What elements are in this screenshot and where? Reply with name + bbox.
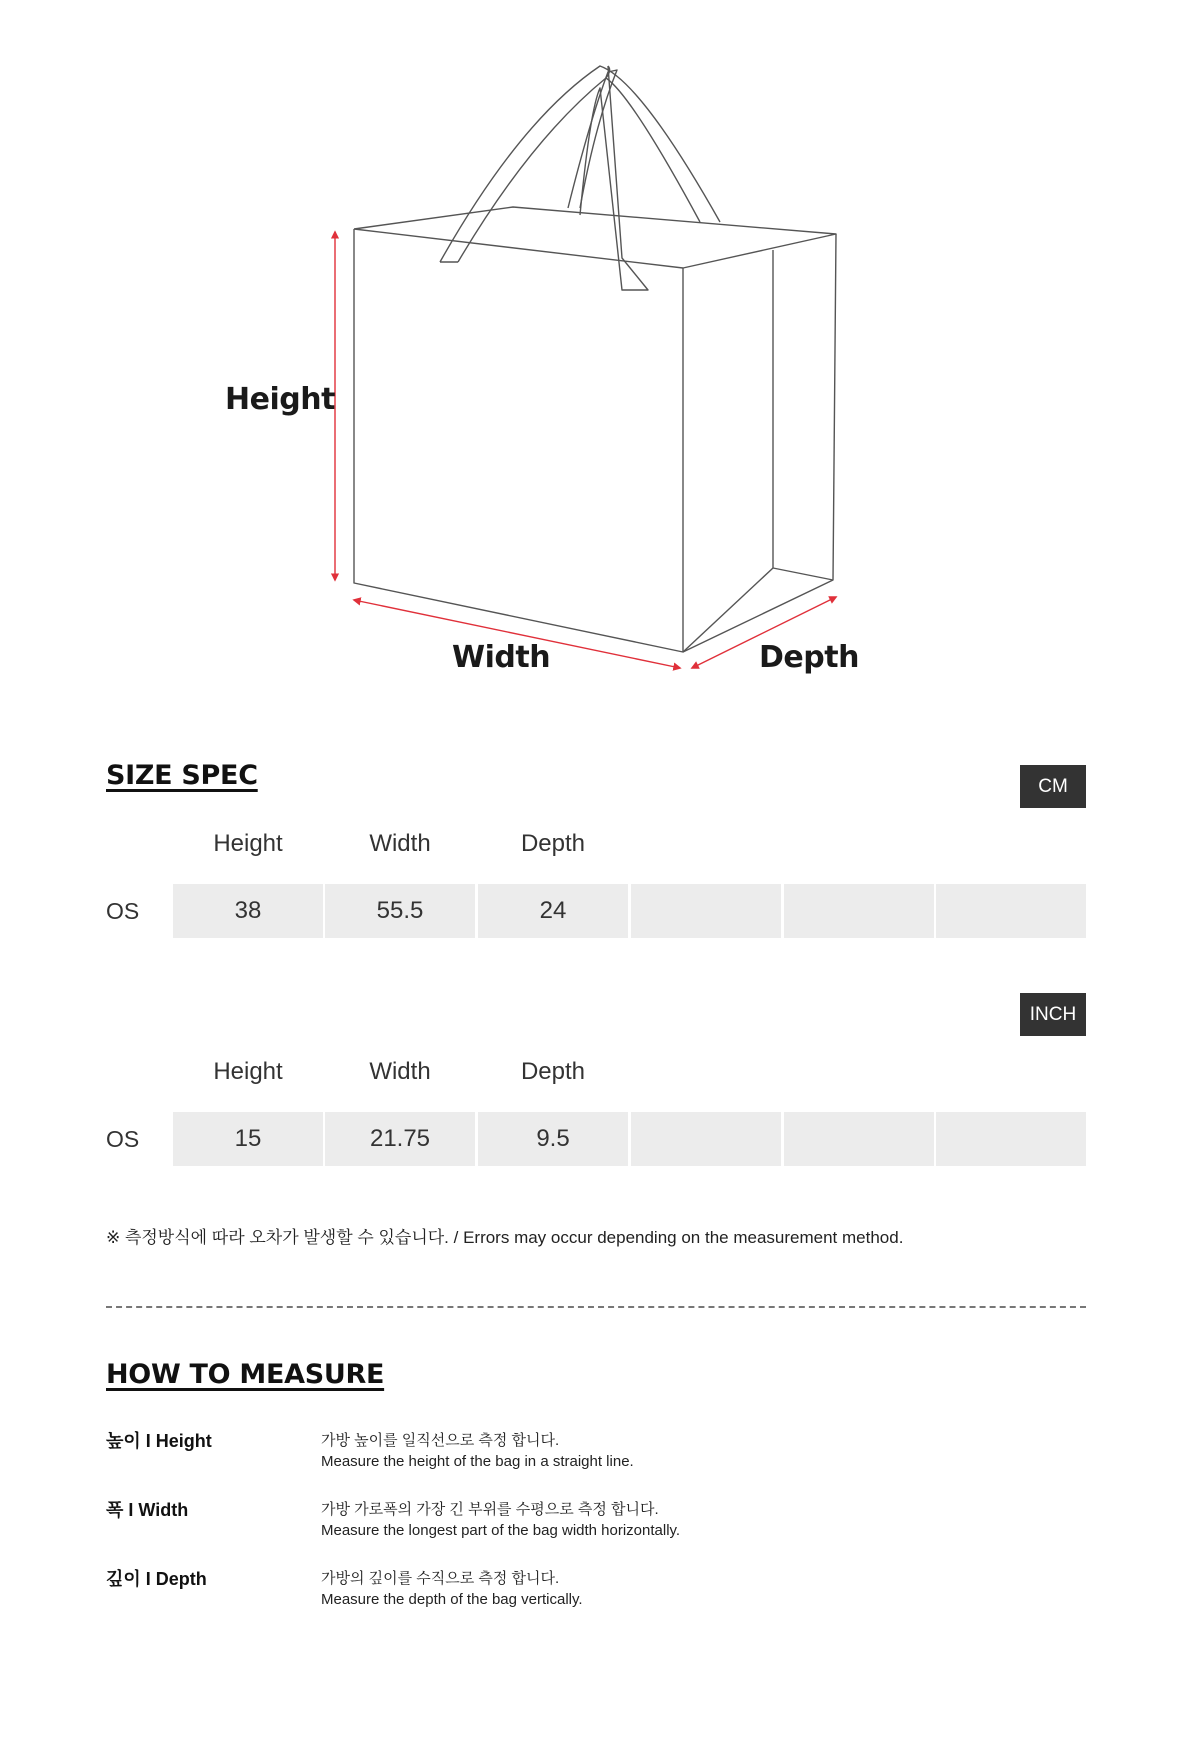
table-cell-empty (631, 884, 781, 938)
table-header (106, 1054, 1086, 1104)
how-to-measure-title: HOW TO MEASURE (106, 1359, 385, 1390)
depth-label: Depth (759, 640, 859, 675)
unit-badge-inch: INCH (1020, 993, 1086, 1036)
measure-item-width (106, 1496, 1086, 1556)
measure-desc-ko: 가방 가로폭의 가장 긴 부위를 수평으로 측정 합니다. (321, 1501, 659, 1518)
dimension-arrows (335, 232, 836, 668)
measure-desc-en: Measure the longest part of the bag width horizontally. (321, 1522, 681, 1539)
table-cell: 15 (173, 1112, 323, 1166)
column-header: Height (213, 830, 283, 857)
column-header: Depth (520, 1058, 586, 1085)
table-row (106, 1112, 1086, 1166)
bag-illustration (0, 0, 1201, 700)
measure-desc-en: Measure the depth of the bag vertically. (321, 1591, 583, 1608)
dashed-divider (106, 1306, 1086, 1308)
table-cell-empty (631, 1112, 781, 1166)
measure-desc-en: Measure the height of the bag in a straight line. (321, 1453, 634, 1470)
table-cell-empty (784, 884, 934, 938)
bag-outline (354, 66, 836, 652)
size-spec-title: SIZE SPEC (106, 760, 258, 791)
measure-label: 폭 I Width (106, 1500, 189, 1520)
row-label: OS (106, 898, 140, 924)
measurement-note: ※ 측정방식에 따라 오차가 발생할 수 있습니다. / Errors may occur depending on the measurement method. (106, 1228, 904, 1247)
bag-diagram (0, 0, 1201, 700)
table-cell-empty (784, 1112, 934, 1166)
table-row (106, 884, 1086, 938)
column-header: Height (213, 1058, 283, 1085)
measure-desc-ko: 가방 높이를 일직선으로 측정 합니다. (321, 1432, 560, 1449)
column-header: Depth (520, 830, 586, 857)
table-cell: 38 (173, 884, 323, 938)
table-header (106, 826, 1086, 876)
measure-label: 깊이 I Depth (106, 1569, 207, 1589)
row-label: OS (106, 1126, 140, 1152)
table-cell: 55.5 (325, 884, 475, 938)
table-cell: 21.75 (325, 1112, 475, 1166)
measure-desc-ko: 가방의 깊이를 수직으로 측정 합니다. (321, 1570, 560, 1587)
column-header: Width (369, 1058, 431, 1085)
table-cell: 9.5 (478, 1112, 628, 1166)
size-table-inch (106, 1054, 1086, 1166)
measure-item-height (106, 1427, 1086, 1487)
table-cell-empty (936, 1112, 1086, 1166)
width-label: Width (452, 640, 551, 675)
table-cell: 24 (478, 884, 628, 938)
unit-badge-cm: CM (1020, 765, 1086, 808)
size-table-cm (106, 826, 1086, 938)
column-header: Width (369, 830, 431, 857)
table-cell-empty (936, 884, 1086, 938)
height-label: Height (225, 382, 335, 417)
measure-label: 높이 I Height (106, 1431, 212, 1451)
measure-item-depth (106, 1565, 1086, 1625)
